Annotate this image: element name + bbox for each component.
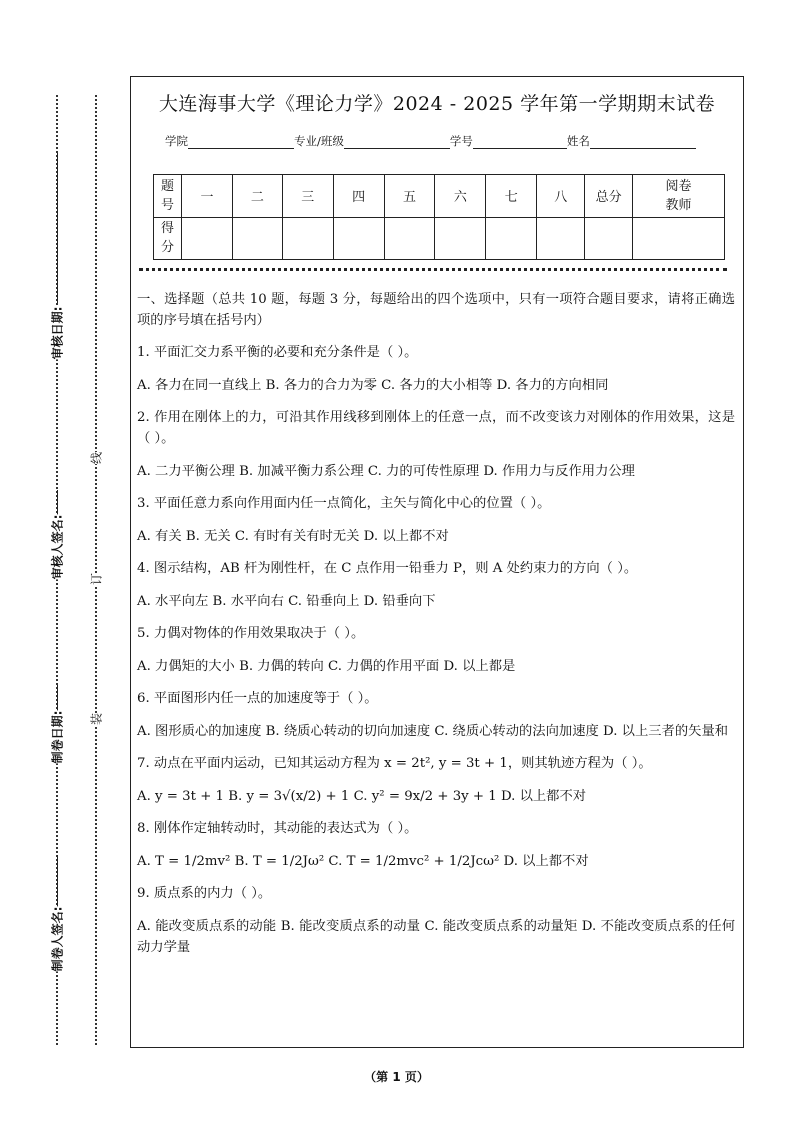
approver-signature-label: 审核人签名: — [47, 515, 68, 580]
score-cell[interactable] — [333, 217, 384, 260]
grader-header: 阅卷教师 — [633, 175, 725, 218]
question-section — [137, 289, 735, 969]
score-col-1: 一 — [182, 175, 233, 218]
question-options: A. 有关 B. 无关 C. 有时有关有时无关 D. 以上都不对 — [137, 528, 449, 544]
binding-margin-outer — [50, 95, 64, 1045]
score-cell[interactable] — [232, 217, 282, 260]
exam-frame — [130, 76, 744, 1048]
compiler-signature-label: 制卷人签名: — [47, 907, 68, 972]
major-class-field[interactable] — [344, 134, 450, 149]
binding-mark-staple: 订 — [86, 573, 107, 585]
score-cell[interactable] — [537, 217, 585, 260]
binding-margin-inner — [89, 95, 103, 1045]
college-field[interactable] — [188, 134, 294, 149]
grader-cell[interactable] — [633, 217, 725, 260]
exam-title: 大连海事大学《理论力学》2024 - 2025 学年第一学期期末试卷 — [158, 93, 716, 115]
question-stem: 2. 作用在刚体上的力，可沿其作用线移到刚体上的任意一点，而不改变该力对刚体的作用效果，这是（ ）。 — [137, 410, 735, 446]
binding-mark-bind: 装 — [86, 713, 107, 725]
score-col-2: 二 — [232, 175, 282, 218]
question-options: A. 各力在同一直线上 B. 各力的合力为零 C. 各力的大小相等 D. 各力的方向相同 — [137, 377, 609, 393]
question-stem: 6. 平面图形内任一点的加速度等于（ ）。 — [137, 691, 378, 706]
approval-date-line[interactable] — [57, 153, 58, 303]
question-stem: 5. 力偶对物体的作用效果取决于（ ）。 — [137, 626, 365, 641]
binding-mark-line: 线 — [86, 452, 107, 464]
student-id-field[interactable] — [473, 134, 567, 149]
score-table-score-row — [154, 217, 725, 260]
score-col-7: 七 — [486, 175, 537, 218]
college-label: 学院 — [165, 134, 188, 148]
question-stem: 9. 质点系的内力（ ）。 — [137, 886, 272, 901]
question-stem: 1. 平面汇交力系平衡的必要和充分条件是（ ）。 — [137, 345, 418, 360]
question-stem: 4. 图示结构，AB 杆为刚性杆，在 C 点作用一铅垂力 P，则 A 处约束力的方向（ ）。 — [137, 561, 638, 576]
question-options: A. 水平向左 B. 水平向右 C. 铅垂向上 D. 铅垂向下 — [137, 593, 436, 609]
question-options: A. y = 3t + 1 B. y = 3√(x/2) + 1 C. y² = 9x/2 + 3y + 1 D. 以上都不对 — [137, 788, 587, 804]
score-col-3: 三 — [282, 175, 333, 218]
question-number-header: 题号 — [154, 175, 182, 218]
student-id-label: 学号 — [449, 134, 473, 148]
score-cell[interactable] — [182, 217, 233, 260]
score-cell[interactable] — [282, 217, 333, 260]
question-options: A. 图形质心的加速度 B. 绕质心转动的切向加速度 C. 绕质心转动的法向加速度 D. 以上三者的矢量和 — [137, 723, 729, 739]
score-table — [153, 174, 725, 260]
score-cell-total[interactable] — [585, 217, 633, 260]
section-separator — [139, 268, 727, 271]
question-stem: 8. 刚体作定轴转动时，其动能的表达式为（ ）。 — [137, 821, 418, 836]
score-cell[interactable] — [486, 217, 537, 260]
approval-date-label: 审核日期: — [47, 307, 68, 360]
page-number: （第 1 页） — [364, 1070, 429, 1084]
score-col-6: 六 — [435, 175, 486, 218]
score-col-8: 八 — [537, 175, 585, 218]
score-table-header-row — [154, 175, 725, 218]
score-row-header: 得分 — [154, 217, 182, 260]
score-cell[interactable] — [435, 217, 486, 260]
score-col-5: 五 — [384, 175, 435, 218]
question-options: A. 力偶矩的大小 B. 力偶的转向 C. 力偶的作用平面 D. 以上都是 — [137, 658, 516, 674]
question-stem: 7. 动点在平面内运动，已知其运动方程为 x = 2t², y = 3t + 1，则其轨迹方程为（ ）。 — [137, 756, 652, 771]
question-options: A. 能改变质点系的动能 B. 能改变质点系的动量 C. 能改变质点系的动量矩 D. 不能改变质点系的任何动力学量 — [137, 918, 735, 955]
question-stem: 3. 平面任意力系向作用面内任一点简化，主矢与简化中心的位置（ ）。 — [137, 496, 551, 511]
name-field[interactable] — [590, 134, 696, 149]
section-intro: 一、选择题（总共 10 题，每题 3 分，每题给出的四个选项中，只有一项符合题目要求，请将正确选项的序号填在括号内） — [137, 292, 735, 328]
dotted-binding-line — [95, 95, 97, 1045]
name-label: 姓名 — [566, 134, 590, 148]
score-cell[interactable] — [384, 217, 435, 260]
student-info-row — [165, 133, 696, 149]
major-class-label: 专业/班级 — [294, 134, 344, 148]
score-col-4: 四 — [333, 175, 384, 218]
question-options: A. 二力平衡公理 B. 加减平衡力系公理 C. 力的可传性原理 D. 作用力与反作用力公理 — [137, 463, 635, 479]
compile-date-label: 制卷日期: — [47, 711, 68, 764]
question-options: A. T = 1/2mv² B. T = 1/2Jω² C. T = 1/2mvc² + 1/2Jcω² D. 以上都不对 — [137, 853, 589, 869]
score-col-total: 总分 — [585, 175, 633, 218]
